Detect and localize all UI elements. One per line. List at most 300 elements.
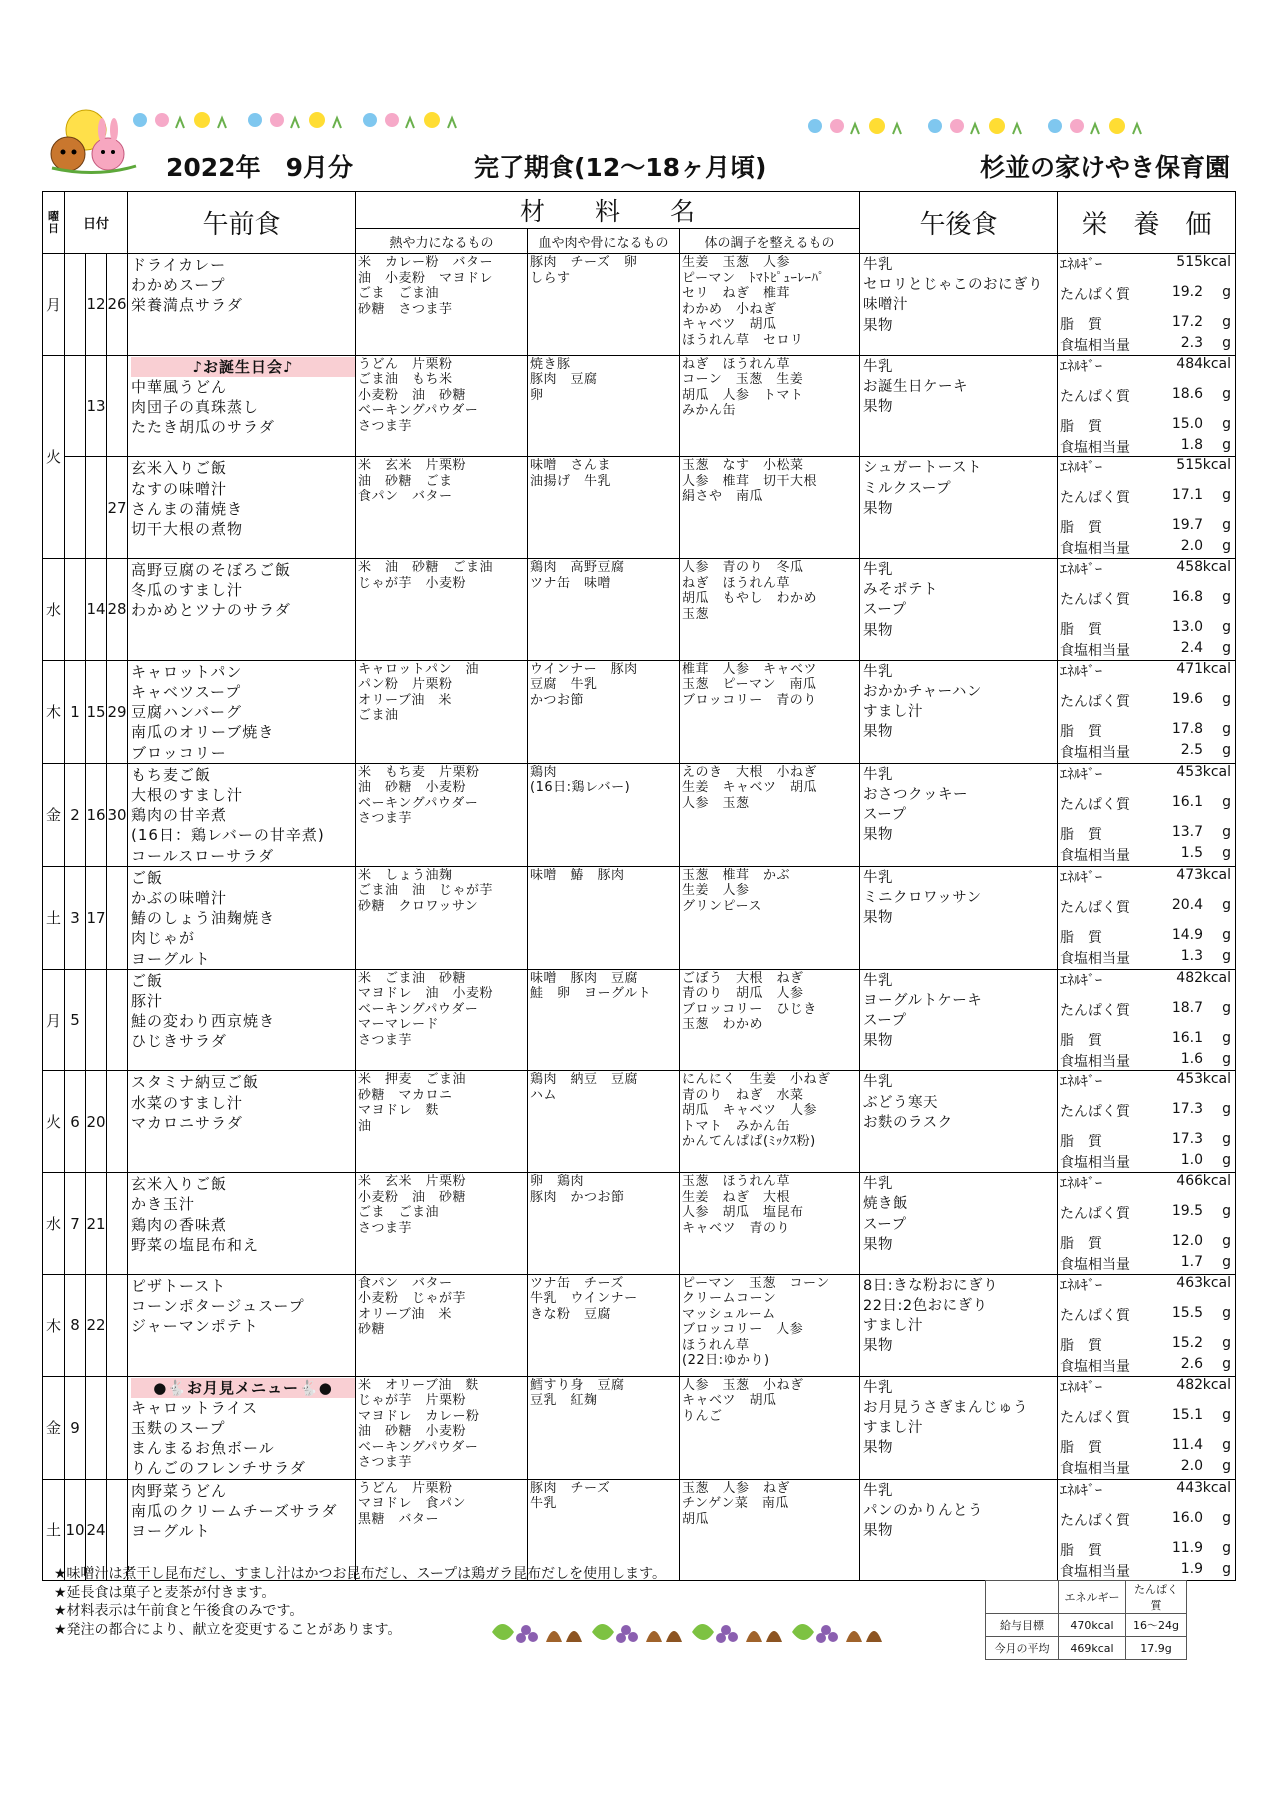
ingredient-line: りんご [682, 1408, 723, 1424]
nutrient-value: 482 [1176, 969, 1204, 986]
ingredient-line: にんにく 生姜 小ねぎ [682, 1072, 831, 1088]
summary-cell: 給与目標 [986, 1614, 1059, 1637]
nutrition-values [1058, 1376, 1236, 1479]
ingredient-line: ツナ缶 味噌 [530, 575, 612, 591]
nutrient-value: 17.8 [1171, 720, 1204, 737]
nutrient-value: 482 [1176, 1376, 1204, 1393]
nutrient-value: 1.5 [1180, 844, 1204, 861]
dish-item: 大根のすまし汁 [131, 785, 244, 804]
nutrient-unit: kcal [1202, 559, 1232, 576]
nutrient-energy [1060, 1480, 1231, 1500]
dish-item: 冬瓜のすまし汁 [131, 581, 244, 600]
nutrient-label: 脂 質 [1060, 418, 1103, 435]
nutrient-label: たんぱく質 [1060, 796, 1131, 813]
dish-item: 南瓜のクリームチーズサラダ [131, 1501, 338, 1520]
menu-type-title: 完了期食(12～18ヶ月頃) [474, 153, 767, 182]
ingredient-line: 玉葱 [682, 606, 710, 622]
snack-item: 焼き飯 [863, 1196, 909, 1213]
snack-item: 果物 [863, 724, 894, 741]
dish-item: ご飯 [131, 971, 164, 990]
nutrient-protein [1060, 1407, 1231, 1427]
nutrient-protein [1060, 897, 1231, 917]
ingredient-line: コーン 玉葱 生姜 [682, 372, 804, 388]
date-cell [107, 254, 128, 356]
nutrient-fat [1060, 1030, 1231, 1050]
nutrient-salt [1060, 1561, 1231, 1581]
nutrient-label: ｴﾈﾙｷﾞｰ [1060, 1277, 1103, 1294]
weekday-label: 月 [45, 1011, 61, 1030]
dish-item: 鰆のしょう油麹焼き [131, 909, 276, 928]
snack-item: パンのかりんとう [863, 1502, 984, 1519]
dish-item: 鶏肉の香味煮 [131, 1215, 228, 1234]
afternoon-snack [860, 763, 1058, 866]
menu-row [43, 1071, 1236, 1173]
summary-header [986, 1581, 1059, 1614]
ingredient-line: きな粉 豆腐 [530, 1306, 612, 1322]
nutrition-values [1058, 1071, 1236, 1173]
ingredient-line: ベーキングパウダー [358, 1001, 479, 1017]
ingredient-line: 砂糖 クロワッサン [358, 898, 479, 914]
dish-item: わかめとツナのサラダ [131, 601, 291, 620]
nutrient-salt [1060, 1458, 1231, 1478]
nutrient-energy [1060, 661, 1231, 681]
ingredient-line: 人参 椎茸 切干大根 [682, 473, 818, 489]
ingredient-line: ウインナー 豚肉 [530, 661, 638, 677]
ingredient-line: しらす [530, 270, 571, 286]
nutrient-salt [1060, 1356, 1231, 1376]
ingredient-line: キャベツ 青のり [682, 1220, 791, 1236]
ingredient-line: マヨドレ カレー粉 [358, 1408, 480, 1424]
ingredient-line: 小麦粉 油 砂糖 [358, 1189, 467, 1205]
nutrient-protein [1060, 1203, 1231, 1223]
nutrient-fat [1060, 1233, 1231, 1253]
snack-item: 牛乳 [863, 1482, 894, 1499]
energy-foods [356, 559, 528, 661]
snack-item: スープ [863, 807, 907, 824]
nutrient-unit: g [1222, 823, 1232, 840]
nutrient-unit: g [1222, 1131, 1232, 1148]
ingredient-line: さつま芋 [358, 418, 413, 434]
nutrient-salt [1060, 1051, 1231, 1071]
nutrient-unit: kcal [1202, 1274, 1232, 1291]
nutrition-values [1058, 254, 1236, 356]
nutrient-label: ｴﾈﾙｷﾞｰ [1060, 1379, 1103, 1396]
col-nutrition: 栄 養 価 [1058, 192, 1236, 254]
nutrient-label: 食塩相当量 [1060, 1358, 1131, 1375]
energy-foods [356, 969, 528, 1071]
ingredient-line: 人参 玉葱 [682, 795, 750, 811]
snack-item: 果物 [863, 1236, 894, 1253]
nutrient-label: ｴﾈﾙｷﾞｰ [1060, 1482, 1103, 1499]
nutrient-label: たんぱく質 [1060, 592, 1131, 609]
regulate-foods [680, 969, 860, 1071]
weekday-label: 土 [45, 1521, 61, 1540]
nutrient-value: 16.8 [1171, 589, 1204, 606]
date-cell [107, 1071, 128, 1173]
regulate-foods [680, 1274, 860, 1376]
nutrient-protein [1060, 487, 1231, 507]
nutrient-unit: g [1222, 690, 1232, 707]
dish-item: さんまの蒲焼き [131, 499, 244, 518]
snack-item: 果物 [863, 500, 894, 517]
date-number: 5 [70, 1011, 80, 1030]
date-number: 16 [86, 805, 106, 824]
ingredient-line: ブロッコリー 青のり [682, 692, 817, 708]
dish-item: 肉団子の真珠蒸し [131, 398, 260, 417]
ingredient-line: ほうれん草 [682, 1337, 750, 1353]
snack-item: 果物 [863, 1338, 894, 1355]
ingredient-line: 豚肉 豆腐 [530, 372, 598, 388]
nutrient-unit: g [1222, 619, 1232, 636]
snack-item: シュガートースト [863, 460, 982, 477]
ingredient-line: (22日:ゆかり) [682, 1353, 770, 1369]
nutrient-protein [1060, 386, 1231, 406]
ingredient-line: オリーブ油 米 [358, 692, 452, 708]
ingredient-line: 油 [358, 1118, 372, 1134]
body-foods [528, 866, 680, 969]
ingredient-line: 食パン バター [358, 1275, 453, 1291]
nutrient-value: 463 [1176, 1274, 1204, 1291]
nutrition-values [1058, 1479, 1236, 1581]
ingredient-line: 米 玄米 片栗粉 [358, 1174, 467, 1190]
nutrient-value: 15.5 [1171, 1304, 1204, 1321]
nutrient-energy [1060, 254, 1231, 274]
animal-friends-row-icon [130, 106, 490, 134]
nutrient-unit: g [1222, 1050, 1232, 1067]
body-foods [528, 763, 680, 866]
date-number: 9 [70, 1418, 80, 1437]
nutrient-value: 443 [1176, 1479, 1204, 1496]
ingredient-line: じゃが芋 片栗粉 [358, 1393, 467, 1409]
ingredient-line: ツナ缶 チーズ [530, 1275, 624, 1291]
weekday-cell [43, 866, 65, 969]
energy-foods [356, 1376, 528, 1479]
menu-row [43, 355, 1236, 457]
nutrient-fat [1060, 1131, 1231, 1151]
nutrient-salt [1060, 1254, 1231, 1274]
ingredient-line: 小麦粉 じゃが芋 [358, 1291, 467, 1307]
dish-item: 南瓜のオリーブ焼き [131, 723, 275, 742]
dish-item: もち麦ご飯 [131, 765, 212, 784]
ingredient-line: 米 油 砂糖 ごま油 [358, 560, 494, 576]
nutrient-label: 脂 質 [1060, 826, 1103, 843]
chestnut-grape-row-icon [488, 1612, 920, 1652]
nutrient-salt [1060, 437, 1231, 457]
ingredient-line: うどん 片栗粉 [358, 1480, 453, 1496]
dish-item: 水菜のすまし汁 [131, 1093, 244, 1112]
ingredient-line: 青のり ねぎ 水菜 [682, 1087, 804, 1103]
ingredient-line: かんてんぱぱ(ﾐｯｸｽ粉) [682, 1134, 816, 1150]
ingredient-line: 米 玄米 片栗粉 [358, 458, 467, 474]
nutrient-unit: g [1222, 793, 1232, 810]
date-cell [86, 1071, 107, 1173]
summary-cell: 470kcal [1059, 1614, 1126, 1637]
dish-item: 玄米入りご飯 [131, 1175, 228, 1194]
nutrient-unit: g [1222, 1457, 1232, 1474]
weekday-cell [43, 1274, 65, 1376]
snack-item: 牛乳 [863, 869, 894, 886]
nutrient-label: 食塩相当量 [1060, 847, 1131, 864]
nutrient-label: 食塩相当量 [1060, 1155, 1131, 1172]
nutrient-value: 15.2 [1171, 1334, 1204, 1351]
nutrient-label: ｴﾈﾙｷﾞｰ [1060, 358, 1103, 375]
snack-item: ミニクロワッサン [863, 889, 982, 906]
snack-item: 牛乳 [863, 1176, 894, 1193]
ingredient-line: みかん缶 [682, 403, 737, 419]
energy-foods [356, 660, 528, 763]
morning-dishes [128, 660, 356, 763]
date-cell [107, 866, 128, 969]
nutrient-unit: kcal [1202, 763, 1232, 780]
nutrient-unit: kcal [1202, 1173, 1232, 1190]
date-number: 15 [86, 702, 106, 721]
weekday-label: 火 [45, 1113, 61, 1132]
date-number: 6 [70, 1112, 80, 1131]
snack-item: 牛乳 [863, 257, 894, 273]
ingredient-line: 牛乳 [530, 1496, 558, 1512]
nutrient-value: 19.5 [1171, 1203, 1204, 1220]
morning-dishes [128, 559, 356, 661]
ingredient-line: クリームコーン [682, 1291, 777, 1307]
afternoon-snack [860, 866, 1058, 969]
menu-row [43, 559, 1236, 661]
dish-item: 栄養満点サラダ [131, 296, 243, 315]
nutrient-unit: kcal [1202, 355, 1232, 372]
nutrient-fat [1060, 517, 1231, 537]
summary-cell: 今月の平均 [986, 1637, 1059, 1660]
nutrient-label: 食塩相当量 [1060, 439, 1131, 456]
nutrient-value: 453 [1176, 763, 1204, 780]
snack-item: 果物 [863, 1522, 894, 1539]
dish-item: かぶの味噌汁 [131, 888, 228, 907]
date-cell [65, 457, 86, 559]
ingredient-line: 油 小麦粉 マヨドレ [358, 270, 494, 286]
nutrient-unit: kcal [1202, 254, 1232, 270]
snack-item: 牛乳 [863, 562, 894, 579]
afternoon-snack [860, 1173, 1058, 1275]
ingredient-line: 玉葱 椎茸 かぶ [682, 867, 791, 883]
weekday-label: 金 [45, 1419, 61, 1438]
date-number: 2 [70, 805, 80, 824]
summary-cell: 469kcal [1059, 1637, 1126, 1660]
ingredient-line: 小麦粉 油 砂糖 [358, 387, 467, 403]
date-number: 26 [107, 295, 127, 314]
snack-item: お麩のラスク [863, 1114, 953, 1131]
ingredient-line: 砂糖 マカロニ [358, 1087, 453, 1103]
snack-item: 牛乳 [863, 663, 894, 680]
ingredient-line: えのき 大根 小ねぎ [682, 764, 818, 780]
ingredient-line: マヨドレ 食パン [358, 1496, 467, 1512]
animal-friends-row-right-icon [805, 112, 1175, 140]
event-banner: ●🐇お月見メニュー🐇● [131, 1378, 355, 1398]
regulate-foods [680, 660, 860, 763]
date-cell [86, 559, 107, 661]
dish-item: 高野豆腐のそぼろご飯 [131, 561, 292, 580]
ingredient-line: ごま油 [358, 708, 399, 724]
nutrient-protein [1060, 1000, 1231, 1020]
nutrient-unit: g [1222, 640, 1232, 657]
ingredient-line: 玉葱 ピーマン 南瓜 [682, 677, 817, 693]
note-line: ★味噌汁は煮干し昆布だし、すまし汁はかつお昆布だし、スープは鶏ガラ昆布だしを使用します。 [54, 1566, 667, 1582]
nutrient-value: 13.0 [1171, 619, 1204, 636]
nutrient-unit: g [1222, 487, 1232, 504]
nutrient-label: 脂 質 [1060, 929, 1103, 946]
weekday-label: 火 [45, 448, 61, 467]
weekday-cell [43, 559, 65, 661]
ingredient-line: ピーマン 玉葱 コーン [682, 1275, 830, 1291]
nutrient-value: 2.3 [1180, 335, 1204, 351]
nutrient-value: 1.3 [1180, 947, 1204, 964]
nutrient-value: 16.1 [1171, 793, 1204, 810]
nutrient-label: たんぱく質 [1060, 1104, 1131, 1121]
nutrient-label: 食塩相当量 [1060, 1460, 1131, 1477]
date-cell [86, 1376, 107, 1479]
nutrient-unit: g [1222, 1406, 1232, 1423]
ingredient-line: 牛乳 ウインナー [530, 1291, 638, 1307]
nutrient-unit: g [1222, 1029, 1232, 1046]
ingredient-line: 生姜 キャベツ 胡瓜 [682, 780, 818, 796]
nutrient-salt [1060, 640, 1231, 660]
ingredient-line: ごま油 油 じゃが芋 [358, 883, 494, 899]
nutrient-label: 脂 質 [1060, 317, 1103, 333]
nutrient-label: ｴﾈﾙｷﾞｰ [1060, 1074, 1103, 1091]
ingredient-line: 胡瓜 [682, 1511, 710, 1527]
menu-row [43, 969, 1236, 1071]
menu-row [43, 254, 1236, 356]
nutrient-salt [1060, 1152, 1231, 1172]
weekday-cell [43, 660, 65, 763]
col-energy-foods: 熱や力になるもの [356, 229, 528, 254]
nutrient-salt [1060, 845, 1231, 865]
dish-item: ピザトースト [131, 1276, 227, 1295]
nutrient-unit: g [1222, 1203, 1232, 1220]
ingredient-line: ハム [530, 1087, 558, 1103]
ingredient-line: ごま油 もち米 [358, 372, 453, 388]
ingredient-line: 鶏肉 高野豆腐 [530, 560, 625, 576]
morning-dishes [128, 1376, 356, 1479]
date-cell [86, 660, 107, 763]
nutrient-fat [1060, 416, 1231, 436]
nutrition-values [1058, 763, 1236, 866]
ingredient-line: 人参 青のり 冬瓜 [682, 560, 804, 576]
nutrient-unit: g [1222, 1254, 1232, 1271]
date-number: 10 [65, 1520, 85, 1539]
nutrient-protein [1060, 284, 1231, 304]
date-cell [107, 1376, 128, 1479]
nutrient-energy [1060, 764, 1231, 784]
nutrient-label: たんぱく質 [1060, 693, 1131, 710]
nutrient-unit: kcal [1202, 457, 1232, 474]
nutrient-label: 脂 質 [1060, 622, 1103, 639]
ingredient-line: ごぼう 大根 ねぎ [682, 970, 804, 986]
nutrient-salt [1060, 335, 1231, 355]
nutrient-label: たんぱく質 [1060, 1002, 1131, 1019]
ingredient-line: 砂糖 [358, 1322, 386, 1338]
nutrient-value: 15.1 [1171, 1406, 1204, 1423]
nutrient-unit: kcal [1202, 969, 1232, 986]
nutrient-unit: kcal [1202, 1071, 1232, 1088]
nutrient-label: たんぱく質 [1060, 1307, 1131, 1324]
body-foods [528, 1376, 680, 1479]
nutrient-label: たんぱく質 [1060, 1409, 1131, 1426]
dish-item: 肉じゃが [131, 929, 196, 948]
nutrient-value: 20.4 [1171, 896, 1204, 913]
afternoon-snack [860, 559, 1058, 661]
dish-item: ご飯 [131, 868, 164, 887]
nutrient-protein [1060, 589, 1231, 609]
nutrient-energy [1060, 1275, 1231, 1295]
menu-row [43, 763, 1236, 866]
ingredient-line: 鶏肉 納豆 豆腐 [530, 1072, 639, 1088]
ingredient-line: 生姜 人参 [682, 883, 750, 899]
nutrient-unit: kcal [1202, 660, 1232, 677]
nutrient-energy [1060, 970, 1231, 990]
ingredient-line: 豆腐 牛乳 [530, 677, 598, 693]
morning-dishes [128, 763, 356, 866]
dish-item: 切干大根の煮物 [131, 519, 244, 538]
date-number: 27 [107, 498, 127, 517]
ingredient-line: オリーブ油 米 [358, 1306, 452, 1322]
date-cell [107, 1274, 128, 1376]
nutrient-value: 17.3 [1171, 1101, 1204, 1118]
ingredient-line: キャロットパン 油 [358, 661, 479, 677]
weekday-label: 土 [45, 909, 61, 928]
body-foods [528, 457, 680, 559]
snack-item: 牛乳 [863, 358, 894, 375]
energy-foods [356, 355, 528, 457]
dish-item: キャロットライス [131, 1398, 259, 1417]
ingredient-line: 豆乳 紅麹 [530, 1393, 598, 1409]
date-cell [107, 969, 128, 1071]
date-cell [107, 763, 128, 866]
menu-row [43, 1376, 1236, 1479]
date-cell [65, 1071, 86, 1173]
nutrient-value: 11.4 [1171, 1436, 1204, 1453]
summary-header: たんぱく質 [1126, 1581, 1187, 1614]
ingredient-line: かつお節 [530, 692, 585, 708]
nutrient-unit: g [1222, 589, 1232, 606]
ingredient-line: 油 砂糖 小麦粉 [358, 1424, 467, 1440]
ingredient-line: ブロッコリー ひじき [682, 1001, 817, 1017]
date-cell [65, 1274, 86, 1376]
date-number: 3 [70, 908, 80, 927]
nutrient-unit: g [1222, 720, 1232, 737]
ingredient-line: ねぎ ほうれん草 [682, 575, 791, 591]
snack-item: お誕生日ケーキ [863, 378, 969, 395]
nutrient-value: 1.6 [1180, 1050, 1204, 1067]
snack-item: 果物 [863, 827, 894, 844]
menu-row [43, 1173, 1236, 1275]
ingredient-line: 油揚げ 牛乳 [530, 473, 612, 489]
ingredient-line: マーマレード [358, 1017, 440, 1033]
morning-dishes [128, 355, 356, 457]
nutrient-fat [1060, 619, 1231, 639]
menu-row [43, 1274, 1236, 1376]
nutrient-protein [1060, 1305, 1231, 1325]
nutrient-value: 473 [1176, 866, 1204, 883]
date-cell [86, 1173, 107, 1275]
snack-item: 果物 [863, 317, 894, 334]
col-ingredients: 材 料 名 [356, 192, 860, 229]
nutrient-label: 食塩相当量 [1060, 744, 1131, 761]
nutrient-value: 1.8 [1180, 436, 1204, 453]
nutrient-unit: kcal [1202, 1479, 1232, 1496]
date-cell [86, 866, 107, 969]
snack-item: 牛乳 [863, 972, 894, 989]
nutrient-label: ｴﾈﾙｷﾞｰ [1060, 257, 1103, 273]
nutrient-value: 11.9 [1171, 1539, 1204, 1556]
morning-dishes [128, 969, 356, 1071]
